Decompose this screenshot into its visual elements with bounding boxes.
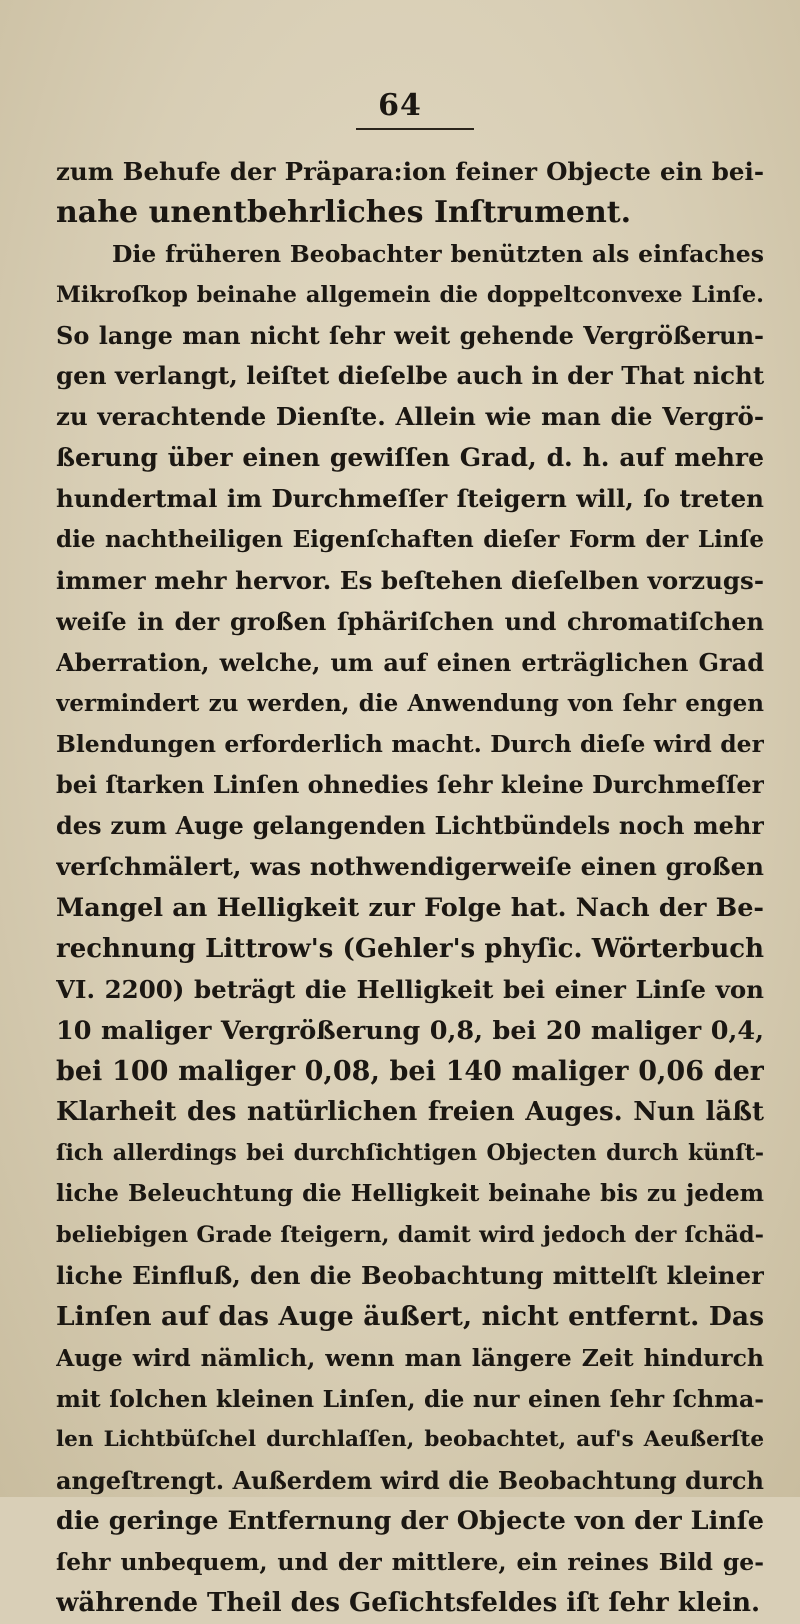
text-line: vermindert zu werden, die Anwendung von ſehr engen xyxy=(56,689,764,717)
text-line: 10 maliger Vergrößerung 0,8, bei 20 maliger 0,4, xyxy=(56,1015,764,1046)
text-line: rechnung Littrow's (Gehler's phyſic. Wörterbuch xyxy=(56,933,764,964)
text-line: Die früheren Beobachter benützten als einfaches xyxy=(112,239,764,268)
text-line: Linſen auf das Auge äußert, nicht entfernt. Das xyxy=(56,1300,764,1332)
text-line: Mikroſkop beinahe allgemein die doppeltconvexe Linſe. xyxy=(56,281,764,308)
text-line: Auge wird nämlich, wenn man längere Zeit hindurch xyxy=(56,1343,764,1372)
text-line: zu verachtende Dienſte. Allein wie man die Vergrö- xyxy=(56,402,764,432)
text-line: liche Einfluß, den die Beobachtung mittelſt kleiner xyxy=(56,1261,764,1291)
text-line: währende Theil des Geſichtsfeldes iſt ſehr klein. xyxy=(56,1588,761,1619)
text-line: Aberration, welche, um auf einen erträglichen Grad xyxy=(56,647,764,677)
text-line: ſich allerdings bei durchſichtigen Objecten durch künſt- xyxy=(56,1140,764,1167)
text-line: gen verlangt, leiſtet dieſelbe auch in der That nicht xyxy=(56,361,764,391)
text-line: angeſtrengt. Außerdem wird die Beobachtung durch xyxy=(56,1465,764,1495)
text-line: mit ſolchen kleinen Linſen, die nur einen ſehr ſchma- xyxy=(56,1384,764,1413)
text-line: nahe unentbehrliches Inſtrument. xyxy=(56,194,632,230)
text-line: beliebigen Grade ſteigern, damit wird jedoch der ſchäd- xyxy=(56,1222,764,1249)
header-rule xyxy=(356,128,474,130)
page-number: 64 xyxy=(378,88,422,123)
text-line: die nachtheiligen Eigenſchaften dieſer Form der Linſe xyxy=(56,526,764,554)
text-line: des zum Auge gelangenden Lichtbündels noch mehr xyxy=(56,811,764,841)
text-line: liche Beleuchtung die Helligkeit beinahe bis zu jedem xyxy=(56,1180,764,1208)
text-line: bei ſtarken Linſen ohnedies ſehr kleine Durchmeſſer xyxy=(56,770,764,800)
text-line: hundertmal im Durchmeſſer ſteigern will, ſo treten xyxy=(56,484,764,514)
text-line: die geringe Entfernung der Objecte von der Linſe xyxy=(56,1506,764,1537)
body-text xyxy=(56,152,764,1624)
text-line: ſehr unbequem, und der mittlere, ein reines Bild ge- xyxy=(56,1548,764,1577)
text-line: Mangel an Helligkeit zur Folge hat. Nach der Be- xyxy=(56,893,764,924)
text-line: len Lichtbüſchel durchlaſſen, beobachtet, auf's Aeußerſte xyxy=(56,1426,764,1452)
text-line: bei 100 maliger 0,08, bei 140 maliger 0,06 der xyxy=(56,1055,764,1087)
text-line: VI. 2200) beträgt die Helligkeit bei einer Linſe von xyxy=(56,974,764,1004)
text-line: weiſe in der großen ſphäriſchen und chromatiſchen xyxy=(56,606,764,636)
text-line: zum Behufe der Präpara:ion feiner Objecte ein bei- xyxy=(56,157,764,186)
text-line: So lange man nicht ſehr weit gehende Vergrößerun- xyxy=(56,320,764,350)
text-line: Klarheit des natürlichen freien Auges. Nun läßt xyxy=(56,1097,764,1128)
text-line: verſchmälert, was nothwendigerweiſe einen großen xyxy=(56,852,764,882)
text-line: Blendungen erforderlich macht. Durch dieſe wird der xyxy=(56,730,764,759)
text-line: ßerung über einen gewiſſen Grad, d. h. auf mehre xyxy=(56,443,764,473)
text-line: immer mehr hervor. Es beſtehen dieſelben vorzugs- xyxy=(56,565,764,595)
